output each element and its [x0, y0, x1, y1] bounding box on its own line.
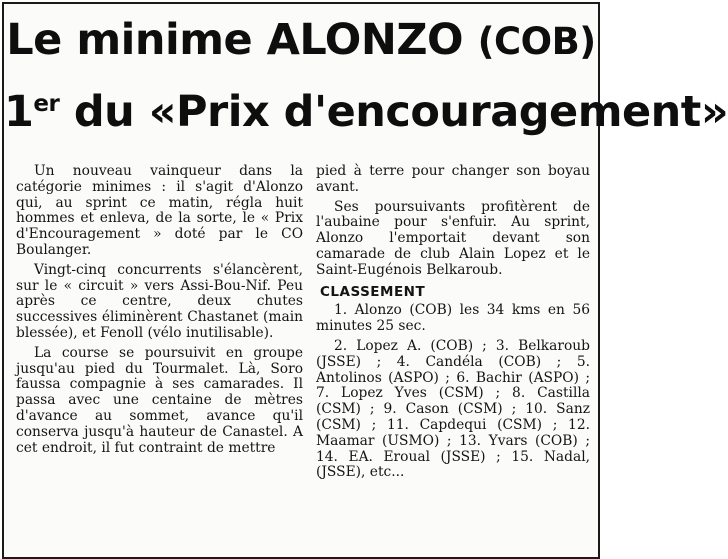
ranking-heading: CLASSEMENT	[320, 283, 426, 300]
headline-club: (COB)	[477, 20, 596, 63]
headline-line-2	[4, 82, 728, 142]
ranking-list: 2. Lopez A. (COB) ; 3. Belkaroub (JSSE) ; 4. Candéla (COB) ; 5. Antolinos (ASPO) ; 6. Bachir (ASPO) ; 7. Lopez Yves (CSM) ; 8. Castilla (CSM) ; 9. Cason (CSM) ; 10. Sanz (CSM) ; 11. Capdequi (CSM) ; 12. Maamar (USMO) ; 13. Yvars (COB) ; 14. EA. Eroual (JSSE) ; 15. Nadal, (JSSE), etc...	[316, 337, 590, 481]
ranking-first-place: 1. Alonzo (COB) les 34 kms en 56 minutes 25 sec.	[316, 302, 590, 335]
article-paragraph-4: Ses poursuivants profitèrent de l'aubaine pour s'enfuir. Au sprint, Alonzo l'emportait devant son camarade de club Alain Lopez et le Saint-Eugénois Belkaroub.	[316, 198, 590, 278]
headline-prize: du «Prix d'encouragement»	[73, 87, 728, 137]
headline-line-1	[4, 12, 598, 70]
article-left-column	[16, 164, 303, 460]
newspaper-clipping	[2, 2, 728, 559]
headline-name: Le minime ALONZO	[6, 15, 464, 65]
article-right-column	[316, 164, 590, 485]
article-paragraph-1: Un nouveau vainqueur dans la catégorie minimes : il s'agit d'Alonzo qui, au sprint ce matin, régla huit hommes et enleva, de la sorte, le « Prix d'Encouragement » doté par le CO Boulanger.	[16, 163, 303, 258]
article-continuation: pied à terre pour changer son boyau avant.	[316, 163, 590, 195]
headline-ordinal: 1	[4, 87, 34, 137]
article-paragraph-2: Vingt-cinq concurrents s'élancèrent, sur le « circuit » vers Assi-Bou-Nif. Peu après ce centre, deux chutes successives éliminèrent Chastanet (main blessée), et Fenoll (vélo inutilisable).	[16, 261, 303, 341]
article-paragraph-3: La course se poursuivit en groupe jusqu'au pied du Tourmalet. Là, Soro faussa compagnie à ses camarades. Il passa avec une centaine de mètres d'avance au sommet, avance qu'il conserva jusqu'à hauteur de Canastel. A cet endroit, il fut contraint de mettre	[16, 344, 303, 456]
headline-ordinal-suffix: er	[33, 91, 60, 117]
